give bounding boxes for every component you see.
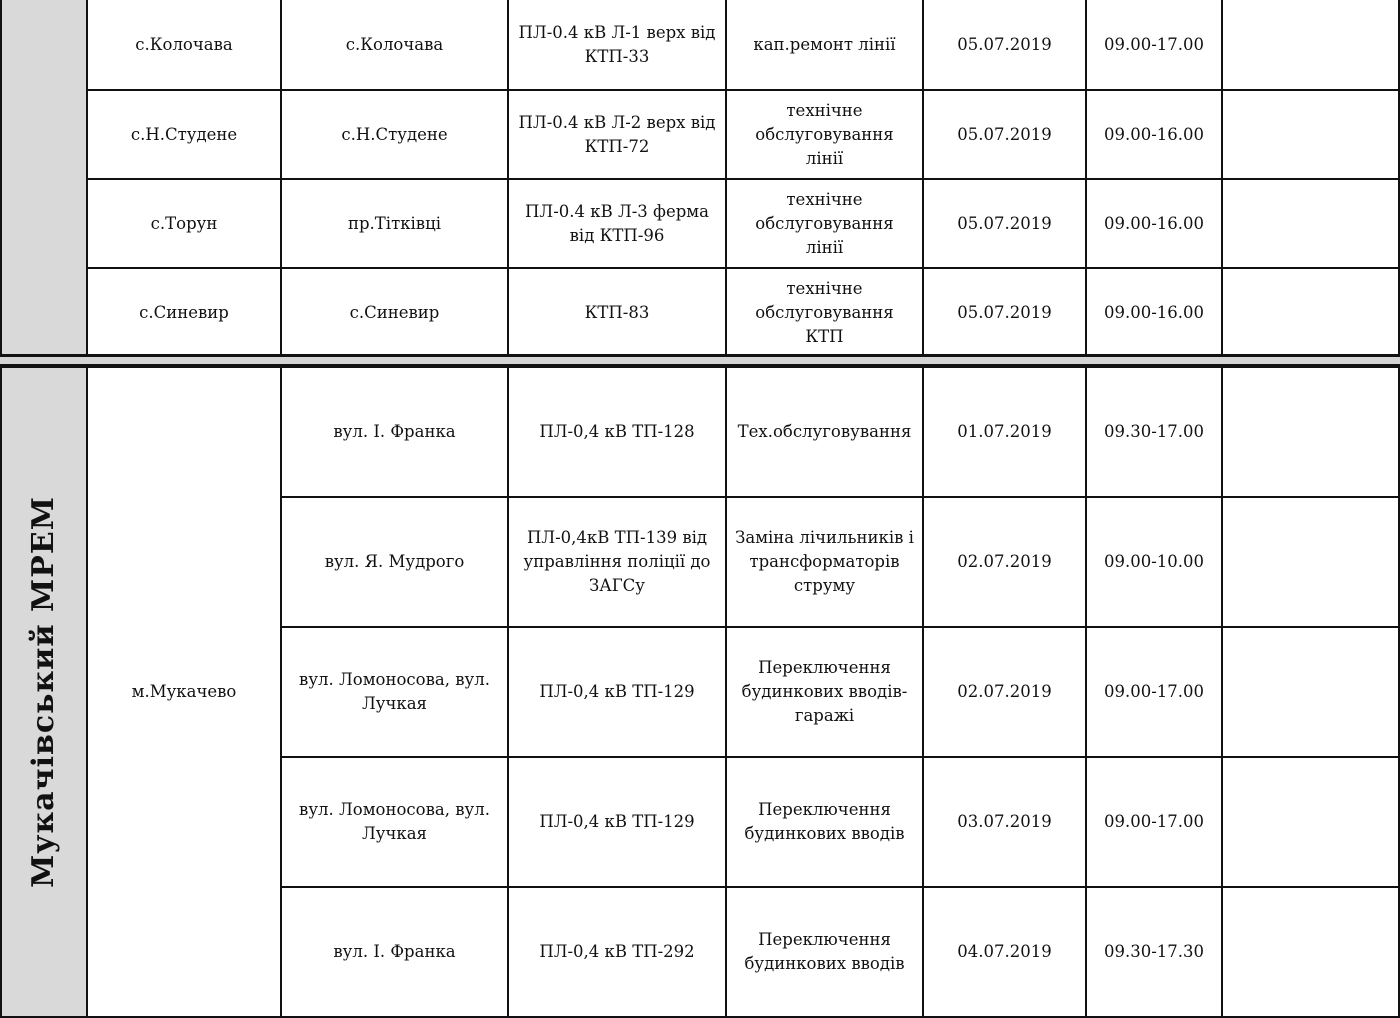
street-cell: вул. Ломоносова, вул. Лучкая [281, 757, 508, 887]
outage-table-section-1 [0, 0, 1400, 358]
time-cell: 09.00-10.00 [1086, 497, 1222, 627]
note-cell [1222, 0, 1399, 90]
table-row [1, 268, 1399, 357]
work-cell: Тех.обслуговування [726, 367, 923, 497]
street-cell: с.Н.Студене [281, 90, 508, 179]
table-row [1, 179, 1399, 268]
settlement-cell: с.Н.Студене [87, 90, 281, 179]
date-cell: 01.07.2019 [923, 367, 1086, 497]
time-cell: 09.30-17.00 [1086, 367, 1222, 497]
street-cell: вул. І. Франка [281, 367, 508, 497]
street-cell: пр.Тітківці [281, 179, 508, 268]
note-cell [1222, 627, 1399, 757]
date-cell: 05.07.2019 [923, 90, 1086, 179]
date-cell: 02.07.2019 [923, 627, 1086, 757]
object-cell: ПЛ-0.4 кВ Л-3 ферма від КТП-96 [508, 179, 726, 268]
street-cell: вул. І. Франка [281, 887, 508, 1017]
work-cell: технічне обслуговування КТП [726, 268, 923, 357]
time-cell: 09.00-17.00 [1086, 0, 1222, 90]
object-cell: ПЛ-0,4кВ ТП-139 від управління поліції до ЗАГСу [508, 497, 726, 627]
district-name: Мукачівський МРЕМ [26, 496, 61, 888]
work-cell: технічне обслуговування лінії [726, 179, 923, 268]
settlement-cell: с.Синевир [87, 268, 281, 357]
note-cell [1222, 179, 1399, 268]
note-cell [1222, 367, 1399, 497]
date-cell: 02.07.2019 [923, 497, 1086, 627]
note-cell [1222, 268, 1399, 357]
work-cell: Переключення будинкових вводів [726, 887, 923, 1017]
object-cell: КТП-83 [508, 268, 726, 357]
time-cell: 09.00-17.00 [1086, 627, 1222, 757]
table-row [1, 367, 1399, 497]
work-cell: Заміна лічильників і трансформаторів струму [726, 497, 923, 627]
note-cell [1222, 90, 1399, 179]
street-cell: с.Синевир [281, 268, 508, 357]
street-cell: с.Колочава [281, 0, 508, 90]
time-cell: 09.00-17.00 [1086, 757, 1222, 887]
date-cell: 04.07.2019 [923, 887, 1086, 1017]
outage-table-section-2 [0, 366, 1400, 1018]
object-cell: ПЛ-0.4 кВ Л-2 верх від КТП-72 [508, 90, 726, 179]
date-cell: 05.07.2019 [923, 268, 1086, 357]
district-cell [1, 367, 87, 1017]
object-cell: ПЛ-0,4 кВ ТП-129 [508, 627, 726, 757]
date-cell: 05.07.2019 [923, 179, 1086, 268]
time-cell: 09.00-16.00 [1086, 179, 1222, 268]
settlement-cell: с.Колочава [87, 0, 281, 90]
settlement-cell: м.Мукачево [87, 367, 281, 1017]
work-cell: Переключення будинкових вводів-гаражі [726, 627, 923, 757]
work-cell: технічне обслуговування лінії [726, 90, 923, 179]
table-row [1, 0, 1399, 90]
date-cell: 05.07.2019 [923, 0, 1086, 90]
object-cell: ПЛ-0,4 кВ ТП-128 [508, 367, 726, 497]
object-cell: ПЛ-0.4 кВ Л-1 верх від КТП-33 [508, 0, 726, 90]
time-cell: 09.30-17.30 [1086, 887, 1222, 1017]
table-row [1, 90, 1399, 179]
work-cell: кап.ремонт лінії [726, 0, 923, 90]
note-cell [1222, 497, 1399, 627]
object-cell: ПЛ-0,4 кВ ТП-129 [508, 757, 726, 887]
object-cell: ПЛ-0,4 кВ ТП-292 [508, 887, 726, 1017]
time-cell: 09.00-16.00 [1086, 90, 1222, 179]
note-cell [1222, 757, 1399, 887]
district-cell [1, 0, 87, 357]
time-cell: 09.00-16.00 [1086, 268, 1222, 357]
settlement-cell: с.Торун [87, 179, 281, 268]
date-cell: 03.07.2019 [923, 757, 1086, 887]
note-cell [1222, 887, 1399, 1017]
street-cell: вул. Я. Мудрого [281, 497, 508, 627]
street-cell: вул. Ломоносова, вул. Лучкая [281, 627, 508, 757]
work-cell: Переключення будинкових вводів [726, 757, 923, 887]
